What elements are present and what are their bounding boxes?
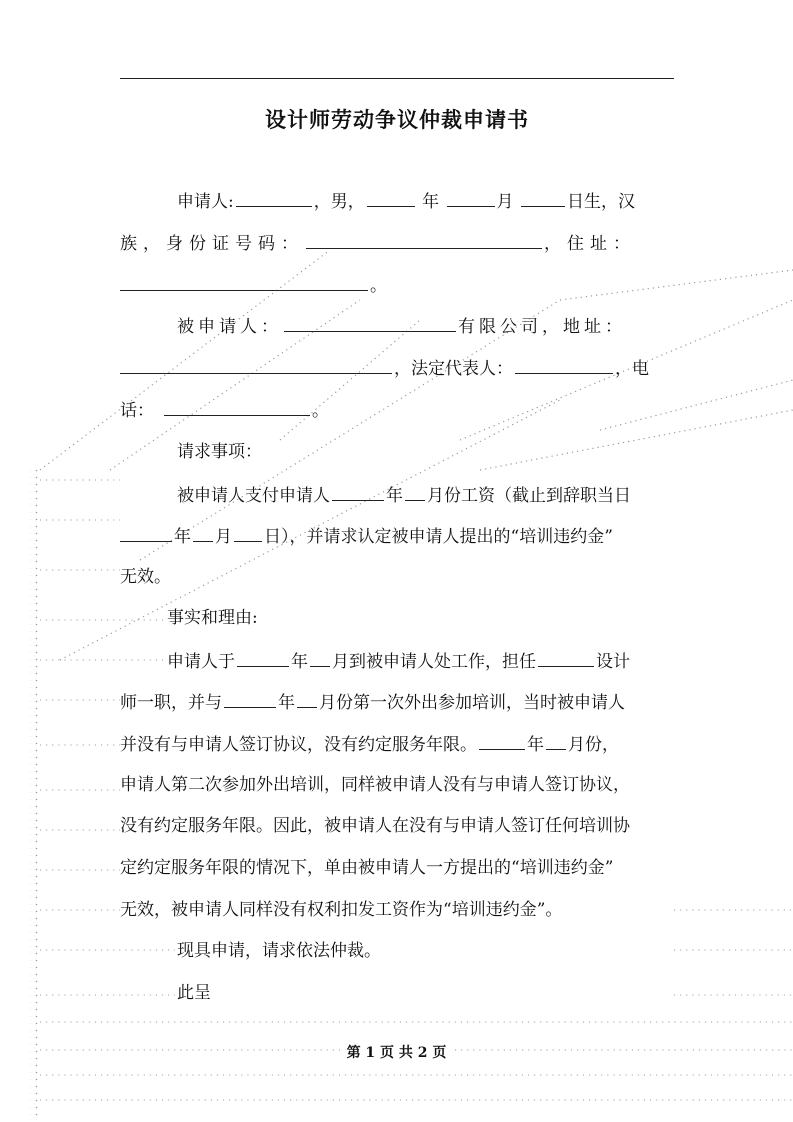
facts-line-7: 无效，被申请人同样没有权利扣发工资作为“培训违约金”。: [120, 900, 563, 920]
birth-month-blank[interactable]: [447, 188, 495, 207]
claims-line-3: 无效。: [120, 567, 171, 587]
facts-line-5: 没有约定服务年限。因此，被申请人在没有与申请人签订任何培训协: [120, 816, 630, 836]
period-text: 。: [370, 276, 387, 296]
applicant-line-3: [120, 272, 674, 298]
wage-month-blank[interactable]: [405, 482, 425, 501]
address-blank[interactable]: [120, 272, 368, 291]
facts-text: 月到被申请人处工作，担任: [332, 652, 536, 672]
year-text: 年: [422, 192, 440, 212]
company-name-blank[interactable]: [284, 313, 456, 332]
phone-label: 话：: [120, 401, 154, 421]
training1-year-blank[interactable]: [224, 689, 276, 708]
facts-text: 月份，: [568, 735, 619, 755]
training1-month-blank[interactable]: [297, 689, 317, 708]
resign-day-blank[interactable]: [234, 523, 262, 542]
respondent-line-1: [120, 313, 674, 339]
year-text: 年: [386, 486, 403, 506]
claims-line-1: [120, 482, 674, 508]
header-rule: [120, 78, 674, 79]
year-text: 年: [291, 652, 308, 672]
page-number-footer: 第 1 页 共 2 页: [346, 1045, 447, 1061]
month-text: 月: [496, 192, 514, 212]
training2-month-blank[interactable]: [546, 731, 566, 750]
start-month-blank[interactable]: [310, 648, 330, 667]
phone-blank[interactable]: [164, 397, 310, 416]
legal-rep-label: ，法定代表人：: [394, 359, 513, 379]
closing-submit: 此呈: [177, 983, 211, 1003]
document-title: 设计师劳动争议仲裁申请书: [265, 107, 529, 132]
facts-line-1: [120, 648, 674, 674]
year-text: 年: [174, 527, 191, 547]
facts-text: 设计: [596, 652, 630, 672]
facts-line-6: 定约定服务年限的情况下，单由被申请人一方提出的“培训违约金”: [120, 858, 614, 878]
facts-line-3: [120, 731, 674, 757]
facts-text: 月份第一次外出参加培训，当时被申请人: [319, 693, 625, 713]
claims-text: 日），并请求认定被申请人提出的“培训违约金”: [264, 527, 613, 547]
facts-text: 申请人于: [167, 652, 235, 672]
year-text: 年: [527, 735, 544, 755]
claims-line-2: [120, 523, 674, 549]
month-text: 月: [215, 527, 232, 547]
address-label: ，住址：: [544, 234, 636, 254]
respondent-line-3: [120, 397, 674, 423]
year-text: 年: [278, 693, 295, 713]
facts-text: 并没有与申请人签订协议，没有约定服务年限。: [120, 735, 477, 755]
claims-text: 被申请人支付申请人: [177, 486, 330, 506]
id-number-blank[interactable]: [306, 230, 542, 249]
id-label: 族，身份证号码：: [120, 234, 304, 254]
company-address-blank[interactable]: [120, 355, 392, 374]
gender-text: ，男，: [313, 192, 365, 212]
facts-heading: 事实和理由:: [167, 608, 258, 628]
legal-rep-blank[interactable]: [515, 355, 613, 374]
day-text: 日生，汉: [566, 192, 635, 212]
applicant-line-1: [120, 188, 674, 214]
respondent-label: 被申请人：: [177, 317, 282, 337]
period-text: 。: [312, 401, 329, 421]
start-year-blank[interactable]: [237, 648, 289, 667]
facts-line-2: [120, 689, 674, 715]
position-blank[interactable]: [538, 648, 594, 667]
applicant-name-blank[interactable]: [236, 188, 312, 207]
company-label: 有限公司，地址：: [458, 317, 626, 337]
applicant-line-2: [120, 230, 674, 256]
phone-label-start: ，电: [615, 359, 649, 379]
facts-line-4: 申请人第二次参加外出培训，同样被申请人没有与申请人签订协议，: [120, 775, 630, 795]
closing-request: 现具申请，请求依法仲裁。: [177, 941, 381, 961]
claims-heading: 请求事项：: [177, 442, 262, 462]
birth-year-blank[interactable]: [367, 188, 415, 207]
training2-year-blank[interactable]: [479, 731, 525, 750]
resign-year-blank[interactable]: [120, 523, 172, 542]
facts-text: 师一职，并与: [120, 693, 222, 713]
claims-text: 月份工资（截止到辞职当日: [427, 486, 631, 506]
respondent-line-2: [120, 355, 674, 381]
wage-year-blank[interactable]: [332, 482, 384, 501]
resign-month-blank[interactable]: [193, 523, 213, 542]
birth-day-blank[interactable]: [521, 188, 565, 207]
applicant-label: 申请人:: [177, 192, 234, 212]
